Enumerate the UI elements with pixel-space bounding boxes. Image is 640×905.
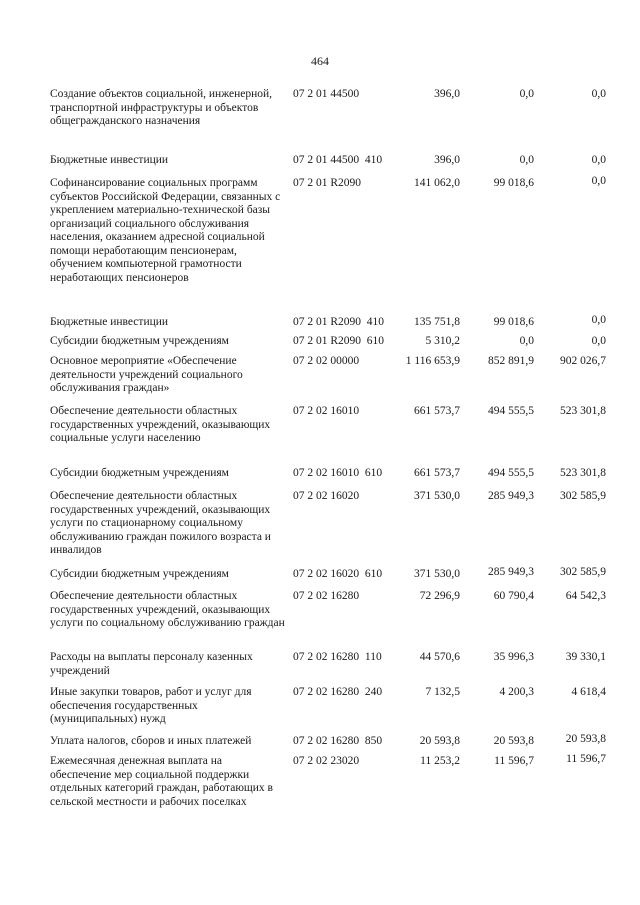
row-value-3: 523 301,8 [560, 405, 606, 417]
row-value-1: 5 310,2 [425, 335, 460, 347]
row-description: Бюджетные инвестиции [50, 316, 169, 328]
row-description: Обеспечение деятельности областных государственных учреждений, оказывающих услуги по стационарному социальному обслуживанию граждан пожилого возраста и инвалидов [50, 490, 271, 556]
row-code: 07 2 02 16010 610 [293, 467, 383, 479]
row-code: 07 2 02 00000 [293, 355, 360, 367]
row-description: Обеспечение деятельности областных государственных учреждений, оказывающих социальные услуги населению [50, 405, 271, 444]
row-description: Субсидии бюджетным учреждениям [50, 467, 229, 479]
row-description: Иные закупки товаров, работ и услуг для обеспечения государственных (муниципальных) нужд [50, 686, 252, 725]
row-value-1: 396,0 [434, 154, 460, 166]
row-code: 07 2 02 16020 [293, 490, 360, 502]
row-value-1: 7 132,5 [425, 686, 460, 698]
row-value-3: 0,0 [591, 335, 606, 347]
row-value-3: 11 596,7 [566, 753, 606, 765]
row-value-3: 902 026,7 [560, 355, 606, 367]
row-value-2: 99 018,6 [493, 177, 534, 189]
row-value-3: 39 330,1 [565, 651, 606, 663]
row-value-2: 35 996,3 [493, 651, 534, 663]
row-description: Субсидии бюджетным учреждениям [50, 335, 229, 347]
row-value-2: 852 891,9 [488, 355, 534, 367]
row-value-1: 1 116 653,9 [405, 355, 460, 367]
row-value-2: 99 018,6 [493, 316, 534, 328]
row-code: 07 2 01 R2090 410 [293, 316, 385, 328]
row-value-3: 4 618,4 [571, 686, 606, 698]
row-value-1: 135 751,8 [414, 316, 460, 328]
row-value-1: 141 062,0 [414, 177, 460, 189]
row-code: 07 2 02 16020 610 [293, 568, 383, 580]
row-value-1: 661 573,7 [414, 405, 460, 417]
row-value-1: 396,0 [434, 88, 460, 100]
row-code: 07 2 01 44500 [293, 88, 360, 100]
row-value-2: 4 200,3 [499, 686, 534, 698]
row-value-3: 302 585,9 [560, 490, 606, 502]
row-description: Основное мероприятие «Обеспечение деятельности учреждений социального обслуживания граждан» [50, 355, 243, 394]
row-value-3: 0,0 [591, 314, 606, 326]
row-value-1: 371 530,0 [414, 568, 460, 580]
row-value-2: 285 949,3 [488, 490, 534, 502]
row-description: Бюджетные инвестиции [50, 154, 169, 166]
row-value-2: 60 790,4 [493, 590, 534, 602]
row-value-2: 20 593,8 [493, 735, 534, 747]
row-code: 07 2 02 16280 [293, 590, 360, 602]
row-value-3: 0,0 [591, 88, 606, 100]
row-value-3: 20 593,8 [565, 733, 606, 745]
row-value-2: 285 949,3 [488, 566, 534, 578]
page-number: 464 [311, 54, 329, 68]
row-description: Создание объектов социальной, инженерной, транспортной инфраструктуры и объектов общегражданского назначения [50, 88, 273, 127]
row-description: Ежемесячная денежная выплата на обеспечение мер социальной поддержки отдельных категорий граждан, работающих в сельской местности и рабочих поселках [50, 755, 273, 808]
row-description: Уплата налогов, сборов и иных платежей [50, 735, 252, 747]
row-value-2: 0,0 [519, 154, 534, 166]
row-code: 07 2 01 44500 410 [293, 154, 383, 166]
row-code: 07 2 01 R2090 610 [293, 335, 385, 347]
row-value-1: 371 530,0 [414, 490, 460, 502]
row-value-3: 302 585,9 [560, 566, 606, 578]
row-value-3: 64 542,3 [565, 590, 606, 602]
row-description: Расходы на выплаты персоналу казенных учреждений [50, 651, 253, 677]
row-value-1: 44 570,6 [419, 651, 460, 663]
row-value-2: 11 596,7 [494, 755, 534, 767]
row-value-3: 523 301,8 [560, 467, 606, 479]
row-description: Субсидии бюджетным учреждениям [50, 568, 229, 580]
row-value-2: 0,0 [519, 88, 534, 100]
row-value-1: 661 573,7 [414, 467, 460, 479]
row-value-3: 0,0 [591, 154, 606, 166]
row-code: 07 2 02 16010 [293, 405, 360, 417]
row-value-1: 11 253,2 [420, 755, 460, 767]
row-code: 07 2 02 16280 850 [293, 735, 383, 747]
row-description: Обеспечение деятельности областных государственных учреждений, оказывающих услуги по социальному обслуживанию граждан [50, 590, 285, 629]
row-value-3: 0,0 [591, 175, 606, 187]
row-code: 07 2 02 23020 [293, 755, 360, 767]
row-value-2: 0,0 [519, 335, 534, 347]
row-code: 07 2 02 16280 110 [293, 651, 382, 663]
row-value-2: 494 555,5 [488, 405, 534, 417]
row-description: Софинансирование социальных программ субъектов Российской Федерации, связанных с укреплением материально-технической базы организаций социального обслуживания населения, оказанием адресной социальной помощи неработающим пенсионерам, обучением компьютерной грамотности неработающих пенсионеров [50, 177, 281, 284]
row-code: 07 2 01 R2090 [293, 177, 362, 189]
row-value-1: 72 296,9 [419, 590, 460, 602]
row-code: 07 2 02 16280 240 [293, 686, 383, 698]
row-value-1: 20 593,8 [419, 735, 460, 747]
row-value-2: 494 555,5 [488, 467, 534, 479]
